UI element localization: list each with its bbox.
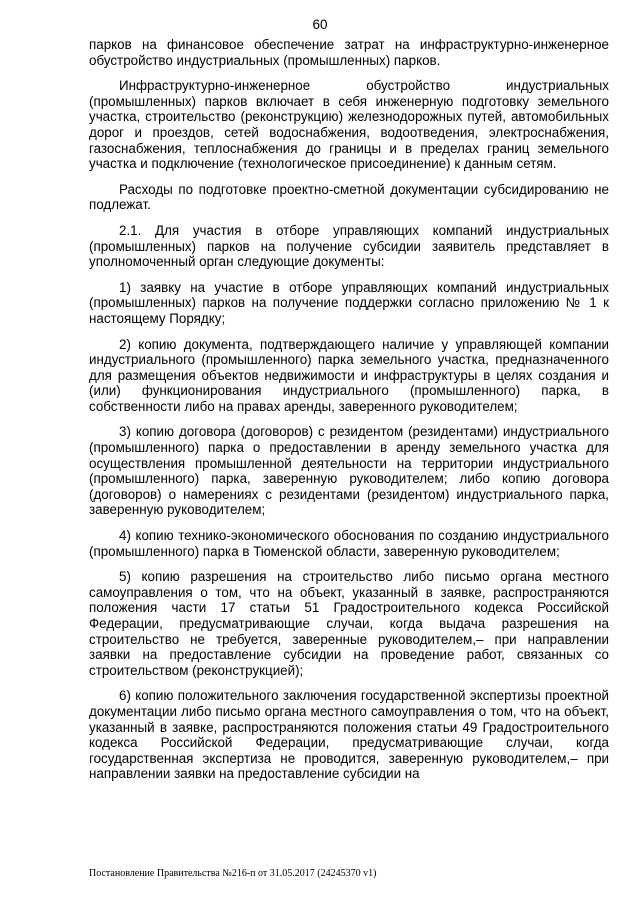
paragraph-continuation: парков на финансовое обеспечение затрат на инфраструктурно-инженерное обустройство индустриальных (промышленных) парков. [89,37,609,68]
document-body [89,37,609,792]
list-item-4: 4) копию технико-экономического обоснования по созданию индустриального (промышленного) парка в Тюменской области, заверенную руководителем; [89,528,609,559]
paragraph-section-2-1: 2.1. Для участия в отборе управляющих компаний индустриальных (промышленных) парков на получение субсидии заявитель представляет в уполномоченный орган следующие документы: [89,222,609,270]
paragraph-infrastructure-definition: Инфраструктурно-инженерное обустройство индустриальных (промышленных) парков включает в себя инженерную подготовку земельного участка, строительство (реконструкцию) железнодорожных путей, автомобильных дорог и проездов, сетей водоснабжения, водоотведения, электроснабжения, газоснабжения, теплоснабжения до границы и в пределах границ земельного участка и подключение (технологическое присоединение) к данным сетям. [89,78,609,172]
document-footer: Постановление Правительства №216-п от 31.05.2017 (24245370 v1) [89,868,377,879]
list-item-6: 6) копию положительного заключения государственной экспертизы проектной документации либо письмо органа местного самоуправления о том, что на объект, указанный в заявке, распространяются положения статьи 49 Градостроительного кодекса Российской Федерации, предусматривающие случаи, когда государственная экспертиза не проводится, заверенную руководителем,– при направлении заявки на предоставление субсидии на [89,688,609,782]
paragraph-design-costs: Расходы по подготовке проектно-сметной документации субсидированию не подлежат. [89,181,609,213]
page-number: 60 [312,17,328,32]
list-item-3: 3) копию договора (договоров) с резидентом (резидентами) индустриального (промышленного) парка о предоставлении в аренду земельного участка для осуществления промышленной деятельности на территории индустриального (промышленного) парка, заверенную руководителем; либо копию договора (договоров) о намерениях с резидентами (резидентом) индустриального парка, заверенную руководителем; [89,424,609,518]
list-item-2: 2) копию документа, подтверждающего наличие у управляющей компании индустриального (промышленного) парка земельного участка, предназначенного для размещения объектов недвижимости и инфраструктуры в целях создания и (или) функционирования индустриального (промышленного) парка, в собственности либо на правах аренды, заверенного руководителем; [89,336,609,414]
list-item-5: 5) копию разрешения на строительство либо письмо органа местного самоуправления о том, что на объект, указанный в заявке, распространяются положения части 17 статьи 51 Градостроительного кодекса Российской Федерации, предусматривающие случаи, когда выдача разрешения на строительство не требуется, заверенные руководителем,– при направлении заявки на предоставление субсидии на проведение работ, связанных со строительством (реконструкцией); [89,569,609,678]
list-item-1: 1) заявку на участие в отборе управляющих компаний индустриальных (промышленных) парков на получение поддержки согласно приложению № 1 к настоящему Порядку; [89,279,609,326]
